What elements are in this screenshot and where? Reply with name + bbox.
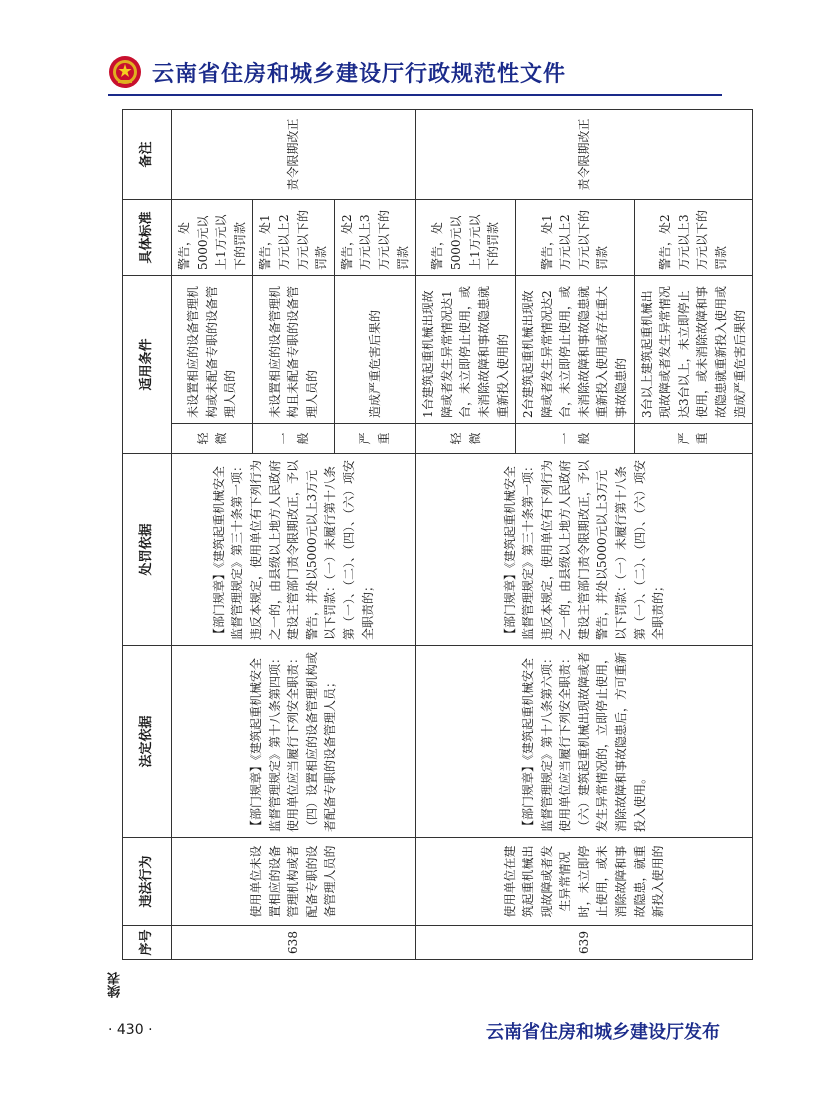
- level-condition: 1台建筑起重机械出现故障或者发生异常情况达1台，未立即停止使用，或未消除故障和事故隐患就重新投入使用的: [416, 275, 516, 423]
- row-penalty-basis: 【部门规章】《建筑起重机械安全监督管理规定》第三十条第一项：违反本规定，使用单位有下列行为之一的，由县级以上地方人民政府建设主管部门责令限期改正，予以警告，并处以5000元以上3万元以下罚款：（一）未履行第十八条第（一）、（二）、（四）、（六）项安全职责的；: [172, 454, 416, 646]
- level-condition: 未设置相应的设备管理机构且未配备专职的设备管理人员的: [253, 275, 334, 423]
- row-seq: 639: [416, 926, 753, 960]
- row-remarks: 责令限期改正: [416, 109, 753, 199]
- col-legal-basis: 法定依据: [123, 646, 172, 838]
- continued-label: 续表: [108, 972, 123, 998]
- level-label: 严重: [634, 424, 753, 454]
- level-label: 一般: [516, 424, 635, 454]
- col-seq: 序号: [123, 926, 172, 960]
- col-standard: 具体标准: [123, 199, 172, 275]
- level-standard: 警告，处1万元以上2万元以下的罚款: [253, 199, 334, 275]
- table-header-row: [123, 109, 172, 959]
- row-legal-basis: 【部门规章】《建筑起重机械安全监督管理规定》第十八条第六项：使用单位应当履行下列安全职责：（六）建筑起重机械出现故障或者发生异常情况的，立即停止使用，消除故障和事故隐患后，方可重新投入使用。: [416, 646, 753, 838]
- page-header: [108, 54, 728, 90]
- penalty-table: [122, 109, 753, 960]
- level-condition: 造成严重危害后果的: [334, 275, 415, 423]
- level-condition: 2台建筑起重机械出现故障或者发生异常情况达2台，未立即停止使用，或未消除故障和事故隐患就重新投入使用或存在重大事故隐患的: [516, 275, 635, 423]
- level-condition: 未设置相应的设备管理机构或未配备专职的设备管理人员的: [172, 275, 253, 423]
- level-standard: 警告，处5000元以上1万元以下的罚款: [172, 199, 253, 275]
- table-row: [416, 109, 516, 959]
- row-remarks: 责令限期改正: [172, 109, 416, 199]
- col-violation: 违法行为: [123, 838, 172, 926]
- row-seq: 638: [172, 926, 416, 960]
- col-conditions: 适用条件: [123, 275, 172, 453]
- rotated-table: [122, 110, 747, 960]
- header-divider: [108, 94, 722, 96]
- document-title: 云南省住房和城乡建设厅行政规范性文件: [152, 61, 567, 87]
- page-number: · 430 ·: [108, 1022, 153, 1038]
- national-emblem-icon: [108, 55, 142, 89]
- level-condition: 3台以上建筑起重机械出现故障或者发生异常情况达3台以上，未立即停止使用，或未消除故障和事故隐患就重新投入使用或造成严重危害后果的: [634, 275, 753, 423]
- level-standard: 警告，处1万元以上2万元以下的罚款: [516, 199, 635, 275]
- col-penalty-basis: 处罚依据: [123, 454, 172, 646]
- level-label: 一般: [253, 424, 334, 454]
- level-label: 严重: [334, 424, 415, 454]
- row-legal-basis: 【部门规章】《建筑起重机械安全监督管理规定》第十八条第四项：使用单位应当履行下列安全职责：（四）设置相应的设备管理机构或者配备专职的设备管理人员；: [172, 646, 416, 838]
- row-violation: 使用单位未设置相应的设备管理机构或者配备专职的设备管理人员的: [172, 838, 416, 926]
- row-penalty-basis: 【部门规章】《建筑起重机械安全监督管理规定》第三十条第一项：违反本规定，使用单位有下列行为之一的，由县级以上地方人民政府建设主管部门责令限期改正，予以警告，并处以5000元以上3万元以下罚款：（一）未履行第十八条第（一）、（二）、（四）、（六）项安全职责的；: [416, 454, 753, 646]
- level-standard: 警告，处2万元以上3万元以下的罚款: [334, 199, 415, 275]
- table-row: [172, 109, 253, 959]
- row-violation: 使用单位在建筑起重机械出现故障或者发生异常情况时，未立即停止使用，或未消除故障和事故隐患，就重新投入使用的: [416, 838, 753, 926]
- level-standard: 警告，处2万元以上3万元以下的罚款: [634, 199, 753, 275]
- publisher-footer: 云南省住房和城乡建设厅发布: [486, 1022, 720, 1043]
- table-container: [122, 110, 747, 960]
- col-remarks: 备注: [123, 109, 172, 199]
- level-label: 轻微: [416, 424, 516, 454]
- level-standard: 警告，处5000元以上1万元以下的罚款: [416, 199, 516, 275]
- level-label: 轻微: [172, 424, 253, 454]
